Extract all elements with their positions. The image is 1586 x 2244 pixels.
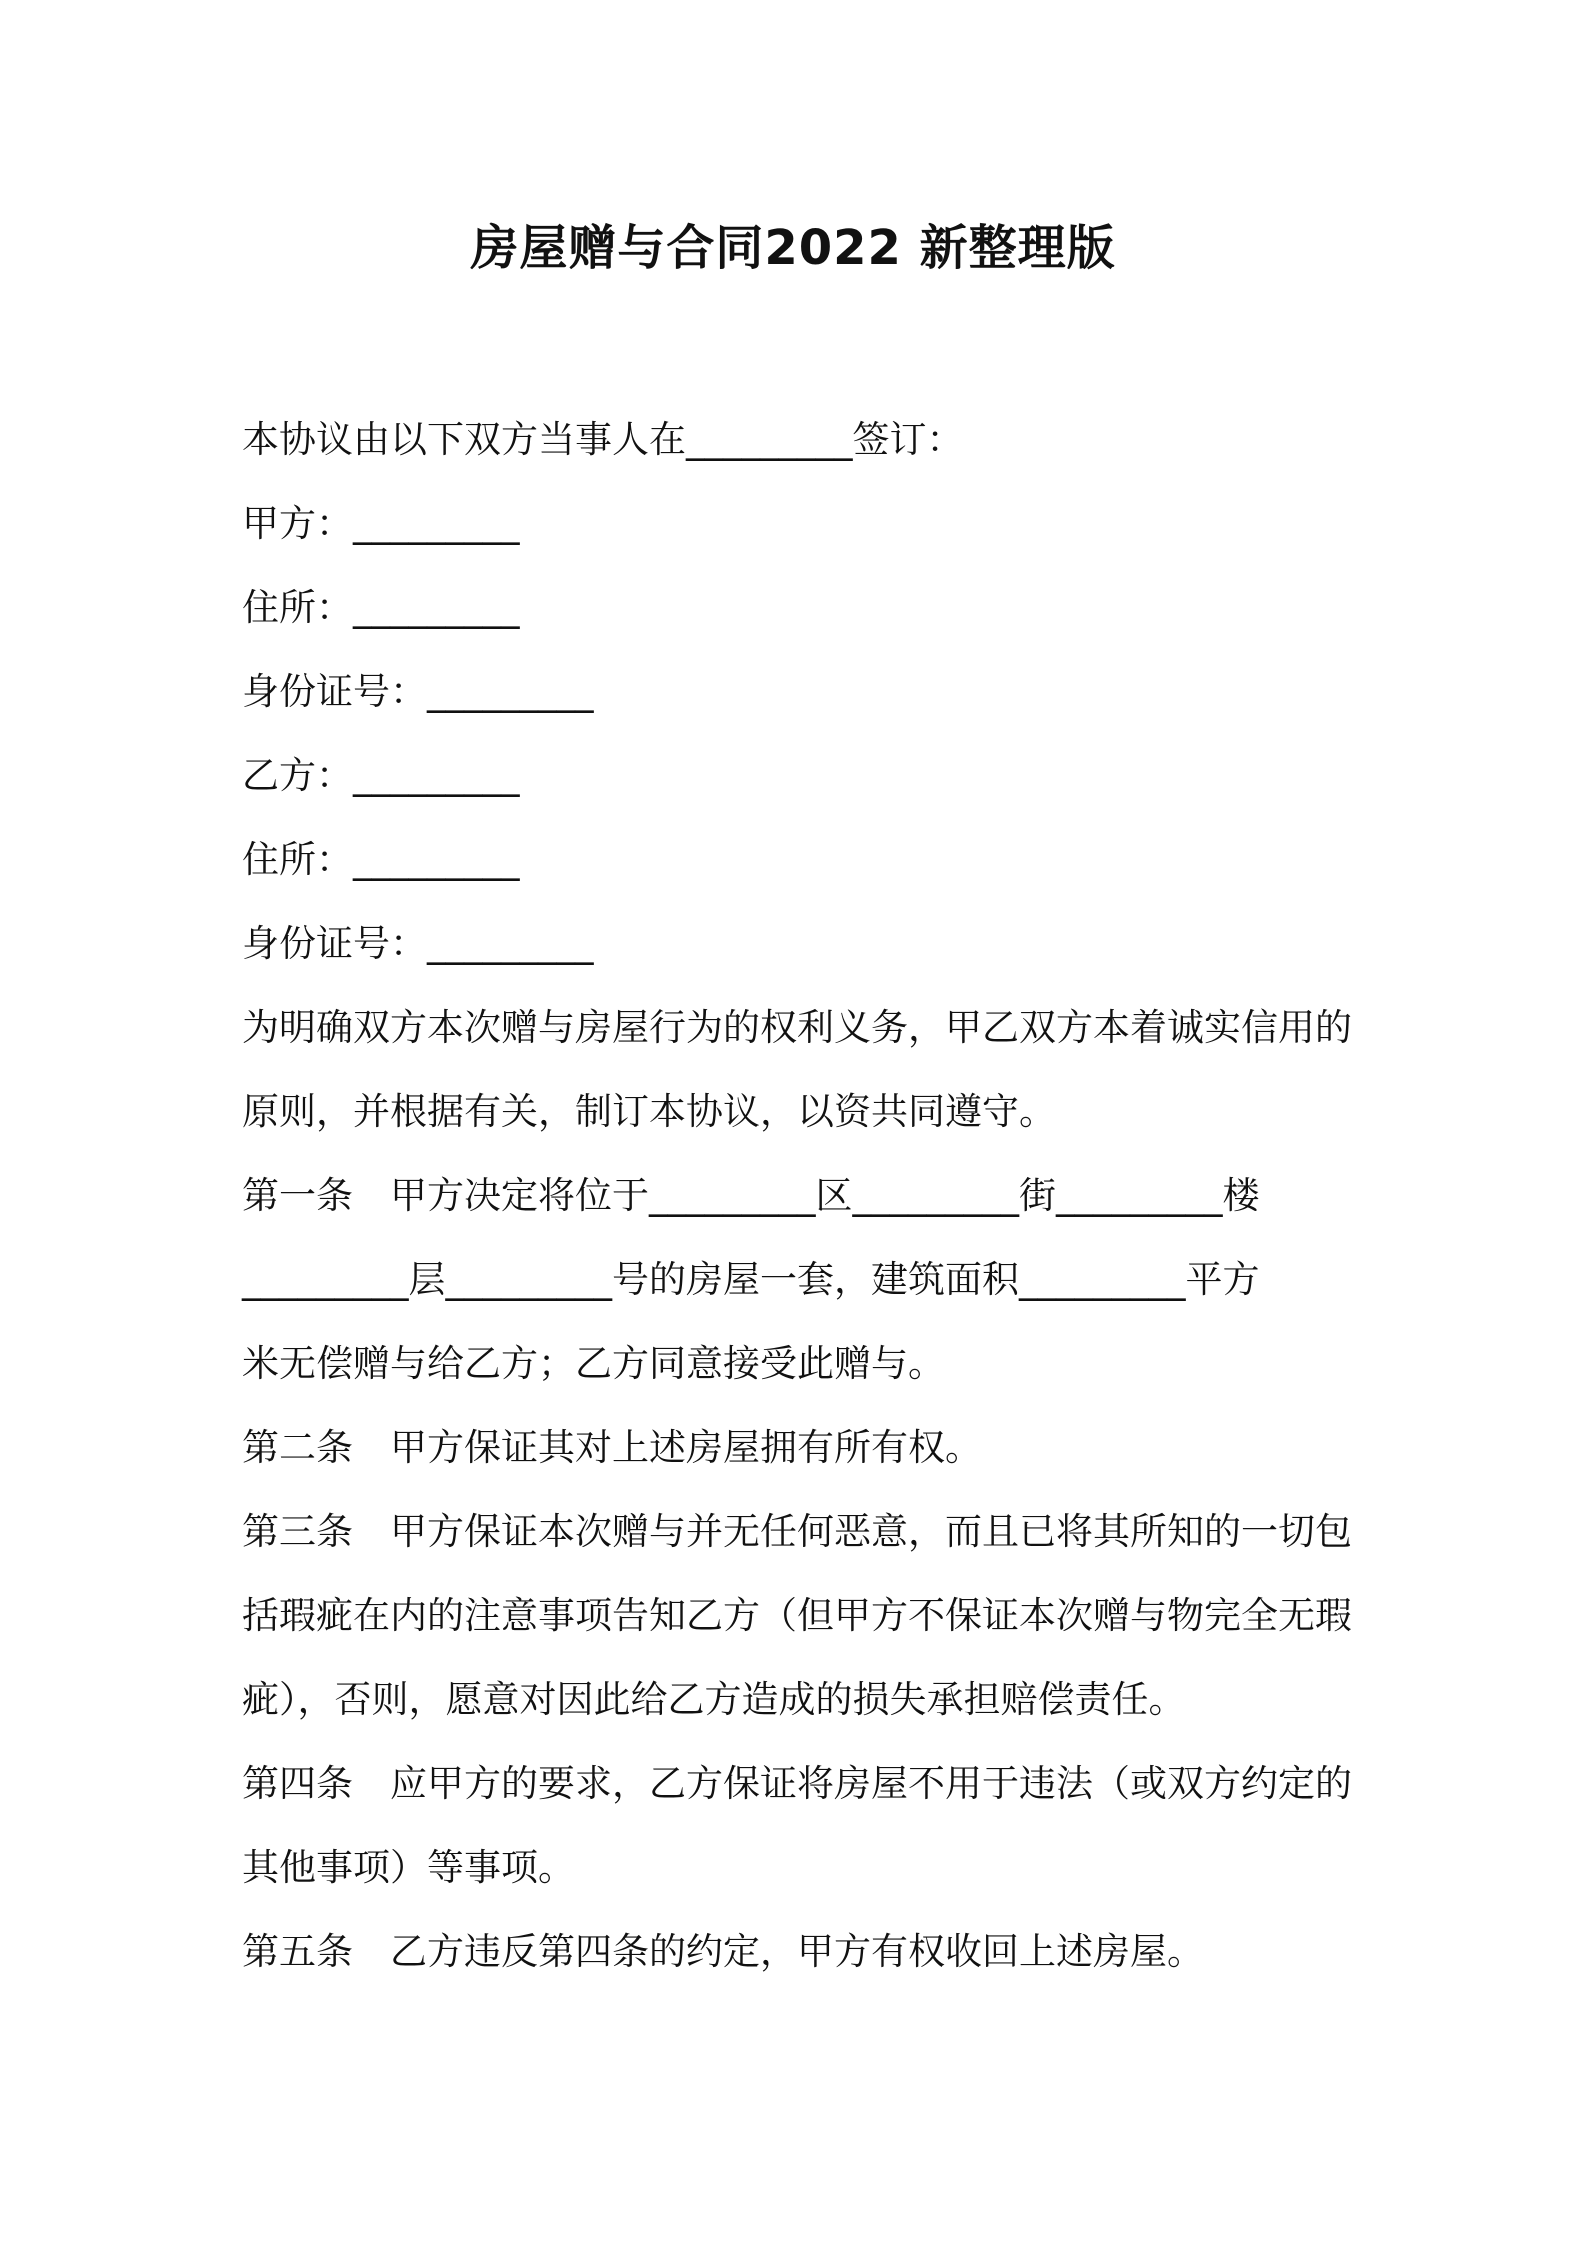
party-a-line: 甲方：_________ [242,502,520,545]
party-a-id-line: 身份证号：_________ [242,670,594,713]
article-1-line-1: 第一条 甲方决定将位于_________区_________街_________楼 [242,1174,1260,1217]
article-4-line-1: 第四条 应甲方的要求，乙方保证将房屋不用于违法（或双方约定的 [242,1762,1352,1805]
article-2-line: 第二条 甲方保证其对上述房屋拥有所有权。 [242,1426,982,1469]
party-a-address-line: 住所：_________ [242,586,520,629]
article-4-line-2: 其他事项）等事项。 [242,1846,575,1889]
party-b-id-line: 身份证号：_________ [242,922,594,965]
article-1-line-3: 米无偿赠与给乙方；乙方同意接受此赠与。 [242,1342,945,1385]
purpose-line-2: 原则，并根据有关，制订本协议，以资共同遵守。 [242,1090,1056,1133]
intro-signing-line: 本协议由以下双方当事人在_________签订： [242,418,964,461]
article-3-line-3: 疵），否则，愿意对因此给乙方造成的损失承担赔偿责任。 [242,1678,1186,1721]
article-5-line: 第五条 乙方违反第四条的约定，甲方有权收回上述房屋。 [242,1930,1204,1973]
article-3-line-1: 第三条 甲方保证本次赠与并无任何恶意，而且已将其所知的一切包 [242,1510,1352,1553]
document-title: 房屋赠与合同2022 新整理版 [470,220,1116,276]
party-b-line: 乙方：_________ [242,754,520,797]
article-1-line-2: _________层_________号的房屋一套，建筑面积_________平方 [242,1258,1260,1301]
document-body [242,398,1358,1994]
article-3-line-2: 括瑕疵在内的注意事项告知乙方（但甲方不保证本次赠与物完全无瑕 [242,1594,1352,1637]
purpose-line-1: 为明确双方本次赠与房屋行为的权利义务，甲乙双方本着诚实信用的 [242,1006,1352,1049]
party-b-address-line: 住所：_________ [242,838,520,881]
